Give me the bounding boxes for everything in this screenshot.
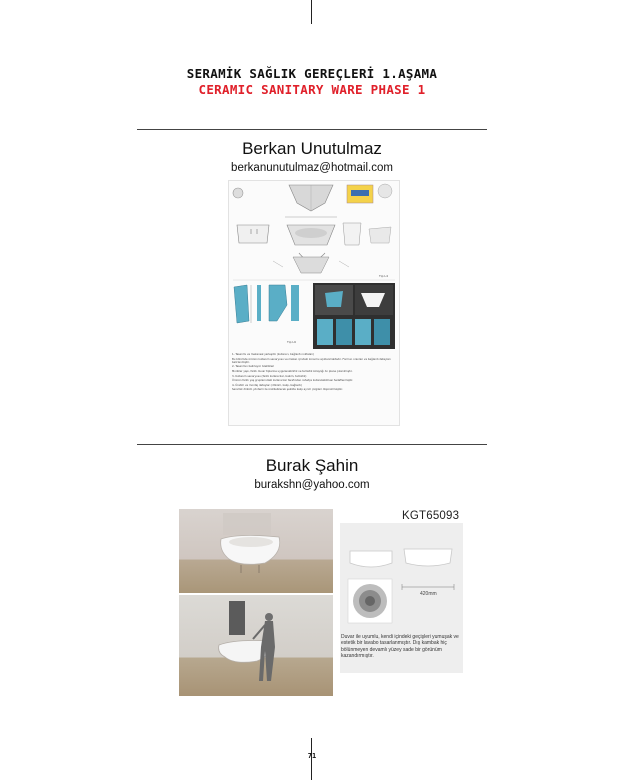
- board-paragraph: Bu bölümde ürünün kullanım senaryosu ve mekan içindeki konumu açıklanmaktadır. Formun oranları ve bağlantı detayları belirlenmiştir.: [232, 357, 391, 364]
- product-code: KGT65093: [402, 510, 460, 522]
- designer-name: Berkan Unutulmaz: [242, 139, 382, 158]
- board-paragraph: 1- Tasarımı ve mekansal yerleşimi (kullanıcı, bağlantı noktaları): [232, 353, 314, 356]
- basin-front-view: [237, 225, 269, 243]
- design-board: [228, 180, 400, 426]
- blue-profile-2: [269, 285, 287, 321]
- board-paragraph: 3- Kullanım senaryosu (farklı kullanıcılar, bakım, temizlik): [232, 374, 307, 378]
- board-paragraph: 4- Üretim ve montaj detayları (döküm, kalıp, bağlantı): [232, 383, 303, 387]
- designer-email: berkanunutulmaz@hotmail.com: [231, 162, 393, 174]
- product-description: Duvar ile uyumlu, kendi içindeki geçişleri yumuşak ve estetik bir lavabo tasarlanmıştır. Dış kambak hiç bölünmeyen devamlı yüzey sade bir görünüm kazandırmıştır.: [341, 634, 459, 659]
- divider-top: [137, 129, 487, 130]
- divider-middle: [137, 444, 487, 445]
- designer-email: burakshn@yahoo.com: [254, 479, 370, 491]
- blue-profile-1: [234, 285, 249, 323]
- section-title-turkish: SERAMİK SAĞLIK GEREÇLERİ 1.AŞAMA: [186, 66, 438, 81]
- designer-name: Burak Şahin: [265, 456, 359, 475]
- bathroom-render-2: [179, 595, 333, 696]
- board-paragraph: Seramik döküm yöntemi ile üretilebilecek şekilde kalıp ayrım çizgileri düşünülmüştür.: [232, 388, 343, 392]
- basin-section-view: [293, 257, 329, 273]
- board-label-type-1: Tip L4: [379, 274, 389, 278]
- board-paragraph: Ürünün farklı yaş gruplarındaki kullanıcılar tarafından rahatça kullanılabilmesi hedeflenmiştir.: [232, 379, 354, 383]
- board-label-type-2: Tip L6: [287, 340, 297, 344]
- dimension-label: 420mm: [420, 591, 437, 597]
- sink-front-view: [404, 549, 452, 566]
- bathroom-render-1: [179, 509, 333, 593]
- board-drawings: [229, 181, 399, 353]
- section-title-english: CERAMIC SANITARY WARE PHASE 1: [198, 82, 426, 97]
- fixture-circle-icon: [233, 188, 243, 198]
- mirror-render: [229, 601, 245, 635]
- person-head: [265, 613, 273, 621]
- page-number: 71: [307, 752, 317, 760]
- board-paragraph: Modüler yapı, farklı duvar tiplerine uygulanabilirlik ve temizlik kolaylığı ön plana çıkarılmıştır.: [232, 369, 353, 373]
- board-description: [232, 353, 395, 393]
- sink-side-view: [350, 551, 392, 567]
- crop-mark-top: [311, 0, 312, 24]
- board-paragraph: 2- Tasarımın belirleyici özellikleri: [232, 365, 275, 369]
